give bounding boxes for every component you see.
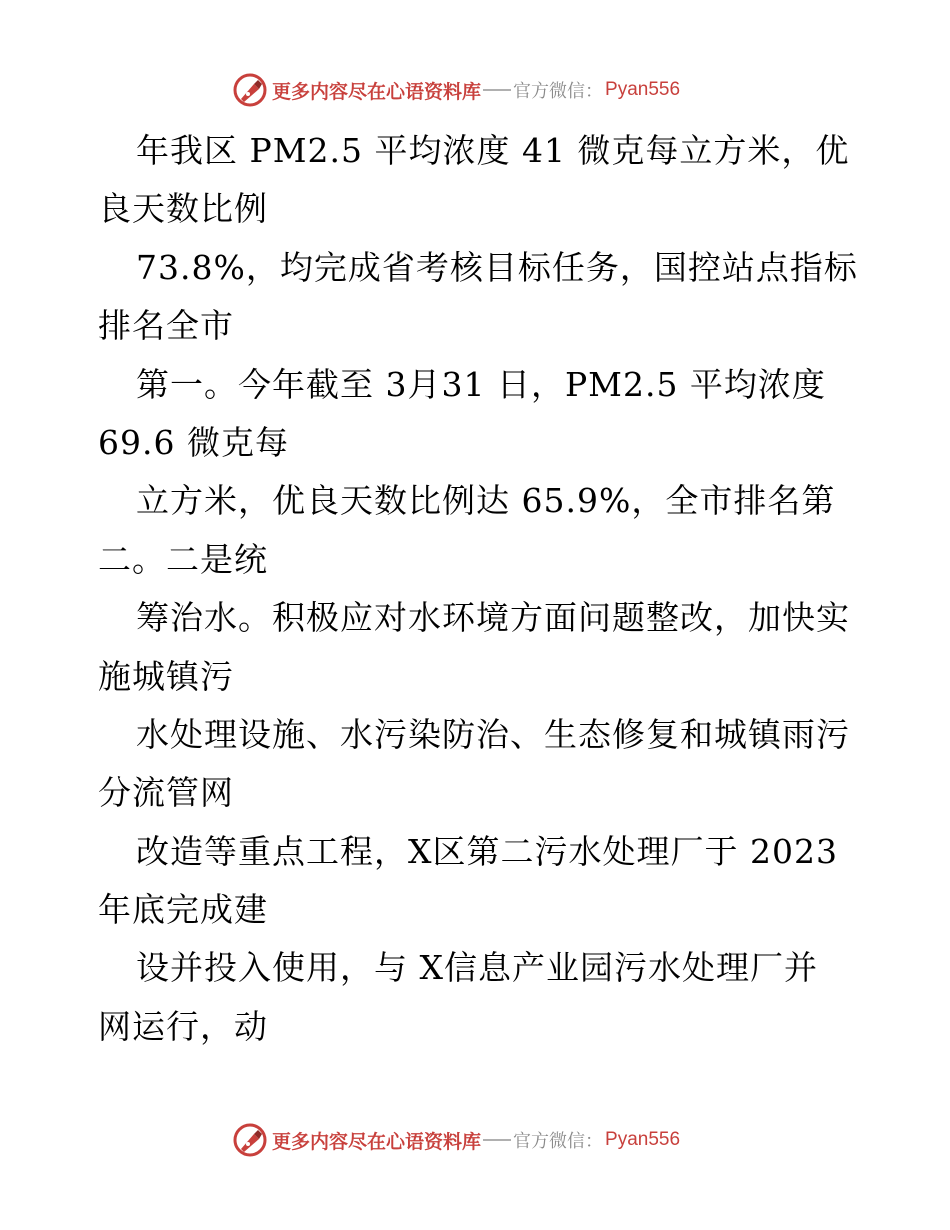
watermark-divider <box>483 89 511 91</box>
body-text <box>98 122 868 1056</box>
watermark-divider <box>483 1139 511 1141</box>
pen-nib-logo-icon <box>232 72 268 108</box>
body-line: 第一。今年截至 3月31 日，PM2.5 平均浓度 <box>136 364 826 404</box>
wechat-id: Pyan556 <box>605 79 681 100</box>
wechat-label: 官方微信： <box>513 81 604 102</box>
pen-nib-logo-icon <box>232 1122 268 1158</box>
body-line: 年底完成建 <box>98 890 268 930</box>
body-line: 设并投入使用，与 X信息产业园污水处理厂并 <box>136 948 818 988</box>
body-line: 分流管网 <box>98 773 234 813</box>
body-line: 年我区 PM2.5 平均浓度 41 微克每立方米，优 <box>136 131 850 170</box>
body-line: 水处理设施、水污染防治、生态修复和城镇雨污 <box>136 714 850 754</box>
body-line: 施城镇污 <box>98 656 234 696</box>
watermark-text: 更多内容尽在心语资料库 <box>272 80 482 103</box>
body-line: 良天数比例 <box>98 189 268 229</box>
body-line: 网运行，动 <box>98 1006 268 1046</box>
wechat-id: Pyan556 <box>605 1129 681 1150</box>
body-line: 筹治水。积极应对水环境方面问题整改，加快实 <box>136 598 850 638</box>
body-line: 73.8%，均完成省考核目标任务，国控站点指标 <box>136 247 858 287</box>
body-line: 改造等重点工程，X区第二污水处理厂于 2023 <box>136 831 838 871</box>
wechat-label: 官方微信： <box>513 1131 604 1152</box>
footer-watermark <box>232 1120 712 1160</box>
body-line: 二。二是统 <box>98 539 268 579</box>
body-line: 立方米，优良天数比例达 65.9%，全市排名第 <box>136 481 836 521</box>
header-watermark <box>232 70 712 110</box>
body-line: 排名全市 <box>98 306 234 346</box>
body-line: 69.6 微克每 <box>98 422 289 462</box>
watermark-text: 更多内容尽在心语资料库 <box>272 1130 482 1153</box>
